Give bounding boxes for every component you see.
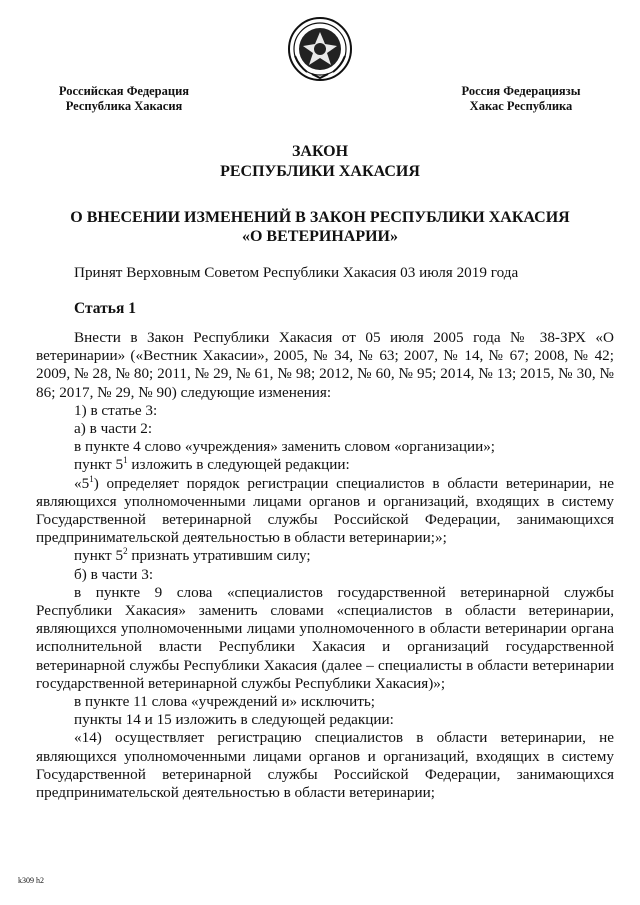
- header-right: [426, 84, 616, 114]
- article-body: [36, 329, 614, 802]
- article-heading: Статья 1: [74, 300, 136, 317]
- text-fragment: пункт 5: [74, 456, 124, 474]
- text-fragment: «5: [74, 474, 90, 492]
- text-fragment: пункт 5: [74, 547, 124, 565]
- superscript: 2: [123, 546, 128, 557]
- header-left-line-2: Республика Хакасия: [65, 99, 183, 113]
- paragraph-point-5-1: [36, 456, 614, 474]
- adoption-statement: Принят Верховным Советом Республики Хакасия 03 июля 2019 года: [74, 264, 519, 281]
- paragraph-quote-5-1: [36, 475, 614, 548]
- text-fragment: ) определяет порядок регистрации специалистов в области ветеринарии, не являющихся уполномоченными лицами органов и организаций, входящих в систему Государственной ветеринарной службы Российской Федерации, занимающихся предпринимательской деятельностью в области ветеринарии;»;: [36, 474, 614, 547]
- law-title-line-1: ЗАКОН: [291, 143, 349, 160]
- paragraph-intro: Внести в Закон Республики Хакасия от 05 июля 2005 года № 38-ЗРХ «О ветеринарии» («Вестник Хакасии», 2005, № 34, № 63; 2007, № 14, № 67; 2008, № 42; 2009, № 28, № 80; 2011, № 29, № 61, № 98; 2012, № 60, № 95; 2014, № 13; 2015, № 30, № 86; 2017, № 29, № 90) следующие изменения:: [36, 329, 614, 401]
- superscript: 1: [89, 473, 94, 484]
- paragraph-item-1: 1) в статье 3:: [74, 401, 158, 419]
- text-fragment: изложить в следующей редакции:: [127, 456, 350, 474]
- paragraph-point-5-2: [36, 547, 614, 565]
- document-code: k309 h2: [18, 876, 44, 885]
- header-right-line-2: Хакас Республика: [469, 99, 573, 113]
- law-subtitle-line-1: О ВНЕСЕНИИ ИЗМЕНЕНИЙ В ЗАКОН РЕСПУБЛИКИ ХАКАСИЯ: [70, 209, 570, 226]
- text-fragment: признать утратившим силу;: [127, 547, 311, 565]
- paragraph-sub-a: а) в части 2:: [74, 420, 153, 438]
- law-subtitle-line-2: «О ВЕТЕРИНАРИИ»: [241, 228, 398, 245]
- header-left: [24, 84, 224, 114]
- paragraph-points-14-15: пункты 14 и 15 изложить в следующей редакции:: [74, 711, 394, 729]
- paragraph-sub-b: б) в части 3:: [74, 565, 154, 583]
- law-title-line-2: РЕСПУБЛИКИ ХАКАСИЯ: [220, 163, 420, 180]
- paragraph-quote-14: «14) осуществляет регистрацию специалистов в области ветеринарии, не являющихся уполномоченными лицами органов и организаций, входящих в систему Государственной ветеринарной службы Российской Федерации, занимающихся предпринимательской деятельностью в области ветеринарии;: [36, 729, 614, 802]
- paragraph-point-11: в пункте 11 слова «учреждений и» исключить;: [74, 693, 375, 711]
- header-left-line-1: Российская Федерация: [58, 84, 190, 98]
- paragraph-point-4: в пункте 4 слово «учреждения» заменить словом «организации»;: [74, 438, 496, 456]
- coat-of-arms-emblem: [287, 16, 353, 82]
- law-subtitle: [0, 208, 640, 246]
- paragraph-point-9: в пункте 9 слова «специалистов государственной ветеринарной службы Республики Хакасия» заменить словами «специалистов в области ветеринарии, являющихся уполномоченными лицами уполномоченного в области ветеринарии органа исполнительной власти Республики Хакасия и организаций государственной ветеринарной службы Республики Хакасия (далее – специалисты в области ветеринарии государственной ветеринарной службы Республики Хакасия)»;: [36, 583, 614, 692]
- header-right-line-1: Россия Федерациязы: [461, 84, 581, 98]
- superscript: 1: [123, 455, 128, 466]
- coat-of-arms-icon: [287, 16, 353, 82]
